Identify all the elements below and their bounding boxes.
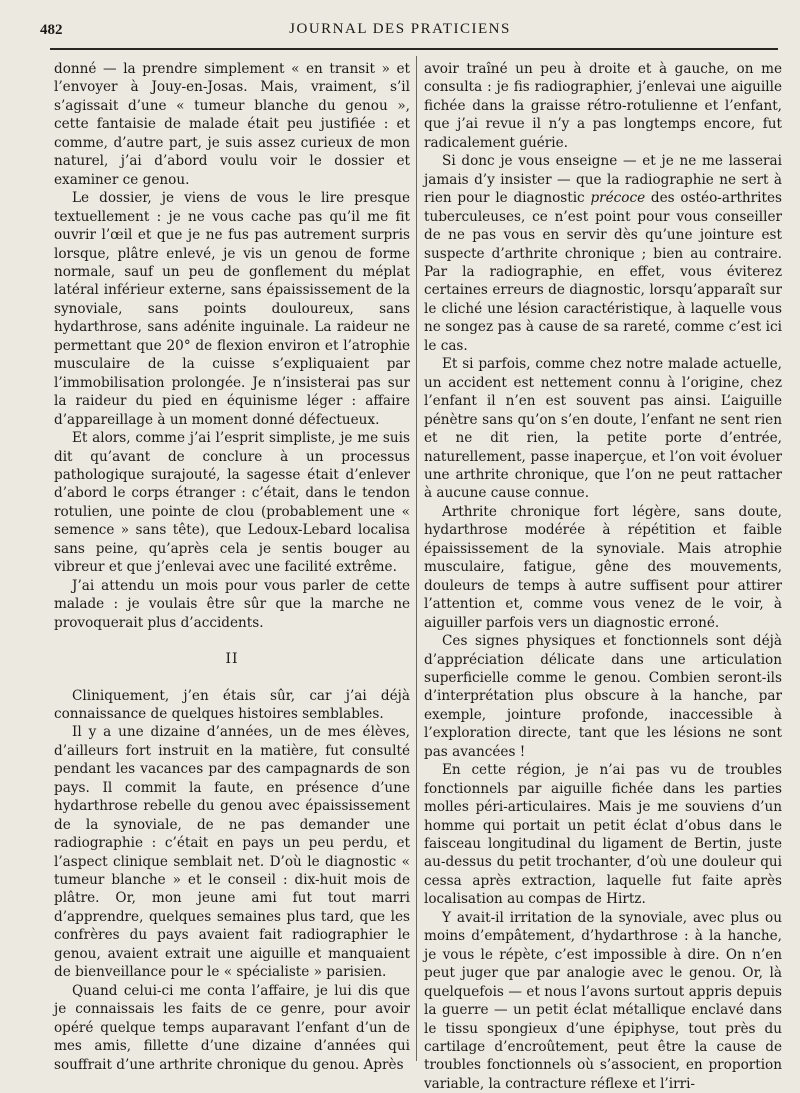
paragraph: Ces signes physiques et fonctionnels sont déjà d’appréciation délicate dans une articulation superficielle comme le genou. Combien seront-ils d’interprétation plus obscure à la hanche, par exemple, jointure profonde, inaccessible à l’exploration directe, tant que les lésions ne sont pas avancées ! bbox=[424, 633, 782, 760]
page-header bbox=[0, 0, 800, 52]
paragraph: Le dossier, je viens de vous le lire presque textuellement : je ne vous cache pas qu’il me fit ouvrir l’œil et que je ne fus pas autrement surpris lorsque, plâtre enlevé, je vis un genou de forme normale, sauf un peu de gonflement du méplat latéral inférieur externe, sans épaississement de la synoviale, sans points douloureux, sans hydarthrose, sans adénite inguinale. La raideur ne permettant que 20° de flexion environ et l’atrophie musculaire de la cuisse s’expliquaient par l’immobilisation prolongée. Je n’insisterai pas sur la raideur du pied en équinisme léger : affaire d’appareillage à un moment donné défectueux. bbox=[54, 190, 410, 428]
paragraph: Arthrite chronique fort légère, sans doute, hydarthrose modérée à répétition et faible épaississement de la synoviale. Mais atrophie musculaire, fatigue, gêne des mouvements, douleurs de temps à autre suffisent pour attirer l’attention et, comme vous venez de le voir, à aiguiller parfois vers un diagnostic erroné. bbox=[424, 503, 782, 631]
paragraph: Y avait-il irritation de la synoviale, avec plus ou moins d’empâtement, d’hydarthrose : à la hanche, je vous le répète, c’est impossible à dire. On n’en peut juger que par analogie avec le genou. Or, là quelquefois — et nous l’avons surtout appris depuis la guerre — un petit éclat métallique enclavé dans le tissu spongieux d’une épiphyse, tout près du cartilage d’encroûtement, peut être la cause de troubles fonctionnels où s’associent, en proportion variable, la contracture réflexe et l’irri- bbox=[424, 909, 782, 1092]
right-column bbox=[424, 60, 782, 1092]
paragraph: Et alors, comme j’ai l’esprit simpliste, je me suis dit qu’avant de conclure à un processus pathologique surajouté, la sagesse était d’enlever d’abord le corps étranger : c’était, dans le tendon rotulien, une pointe de clou (probablement une « semence » sans tête), que Ledoux-Lebard localisa sans peine, qu’après cela je sentis bouger au vibreur et que j’enlevai avec une facilité extrême. bbox=[54, 430, 410, 576]
paragraph: En cette région, je n’ai pas vu de troubles fonctionnels par aiguille fichée dans les parties molles péri-articulaires. Mais je me souviens d’un homme qui portait un petit éclat d’obus dans le faisceau longitudinal du ligament de Bertin, juste au-dessus du petit trochanter, d’où une douleur qui cessa après extraction, laquelle fut faite après localisation au compas de Hirtz. bbox=[424, 762, 782, 908]
text-run: des ostéo-arthrites tuberculeuses, ce n’est point pour vous conseiller de ne pas vous en servir dès qu’une jointure est suspecte d’arthrite chronique ; bien au contraire. Par la radiographie, en effet, vous éviterez certaines erreurs de diagnostic, lorsqu’apparaît sur le cliché une lésion caractéristique, à laquelle vous ne songez pas à cause de sa rareté, comme c’est ici le cas. bbox=[424, 190, 782, 354]
journal-title: JOURNAL DES PRATICIENS bbox=[289, 21, 511, 37]
paragraph: J’ai attendu un mois pour vous parler de cette malade : je voulais être sûr que la marche ne provoquerait plus d’accidents. bbox=[54, 577, 410, 631]
section-number: II bbox=[225, 651, 239, 668]
paragraph: Cliniquement, j’en étais sûr, car j’ai déjà connaissance de quelques histoires semblables. bbox=[54, 687, 410, 722]
paragraph: donné — la prendre simplement « en transit » et l’envoyer à Jouy-en-Josas. Mais, vraiment, s’il s’agissait d’une « tumeur blanche du genou », cette fantaisie de malade était peu justifiée : et comme, d’autre part, je suis assez curieux de mon naturel, j’ai d’abord voulu voir le dossier et examiner ce genou. bbox=[54, 61, 410, 188]
paragraph: avoir traîné un peu à droite et à gauche, on me consulta : je fis radiographier, j’enlevai une aiguille fichée dans la graisse rétro-rotulienne et l’enfant, que j’ai revue il n’y a pas longtemps encore, fut radicalement guérie. bbox=[424, 61, 782, 151]
left-column bbox=[54, 60, 410, 1073]
text-run: Si donc je vous enseigne — et je ne me lasserai jamais d’y insister — que la radiographie ne sert à rien pour le diagnostic bbox=[424, 153, 782, 207]
emphasis: précoce bbox=[590, 190, 646, 207]
header-rule bbox=[50, 48, 778, 50]
column-divider bbox=[416, 56, 417, 1061]
page-number: 482 bbox=[40, 22, 63, 38]
paragraph bbox=[424, 152, 782, 355]
paragraph: Quand celui-ci me conta l’affaire, je lui dis que je connaissais les faits de ce genre, pour avoir opéré quelque temps auparavant l’enfant d’un de mes amis, fillette d’une dizaine d’années qui souffrait d’une arthrite chronique du genou. Après bbox=[54, 982, 410, 1073]
paragraph: Il y a une dizaine d’années, un de mes élèves, d’ailleurs fort instruit en la matière, fut consulté pendant les vacances par des campagnards de son pays. Il commit la faute, en présence d’une hydarthrose rebelle du genou avec épaississement de la synoviale, de ne pas demander une radiographie : c’était en pays un peu perdu, et l’aspect clinique semblait net. D’où le diagnostic « tumeur blanche » et le conseil : dix-huit mois de plâtre. Or, mon jeune ami fut tout marri d’apprendre, quelques semaines plus tard, que les confrères du pays avaient fait radiographier le genou, avaient extrait une aiguille et manquaient de bienveillance pour le « spécialiste » parisien. bbox=[54, 724, 410, 981]
paragraph: Et si parfois, comme chez notre malade actuelle, un accident est nettement connu à l’origine, chez l’enfant il n’en est souvent pas ainsi. L’aiguille pénètre sans qu’on s’en doute, l’enfant ne sent rien et ne dit rien, la petite porte d’entrée, naturellement, passe inaperçue, et l’on voit évoluer une arthrite chronique, que l’on ne peut rattacher à aucune cause connue. bbox=[424, 356, 782, 502]
